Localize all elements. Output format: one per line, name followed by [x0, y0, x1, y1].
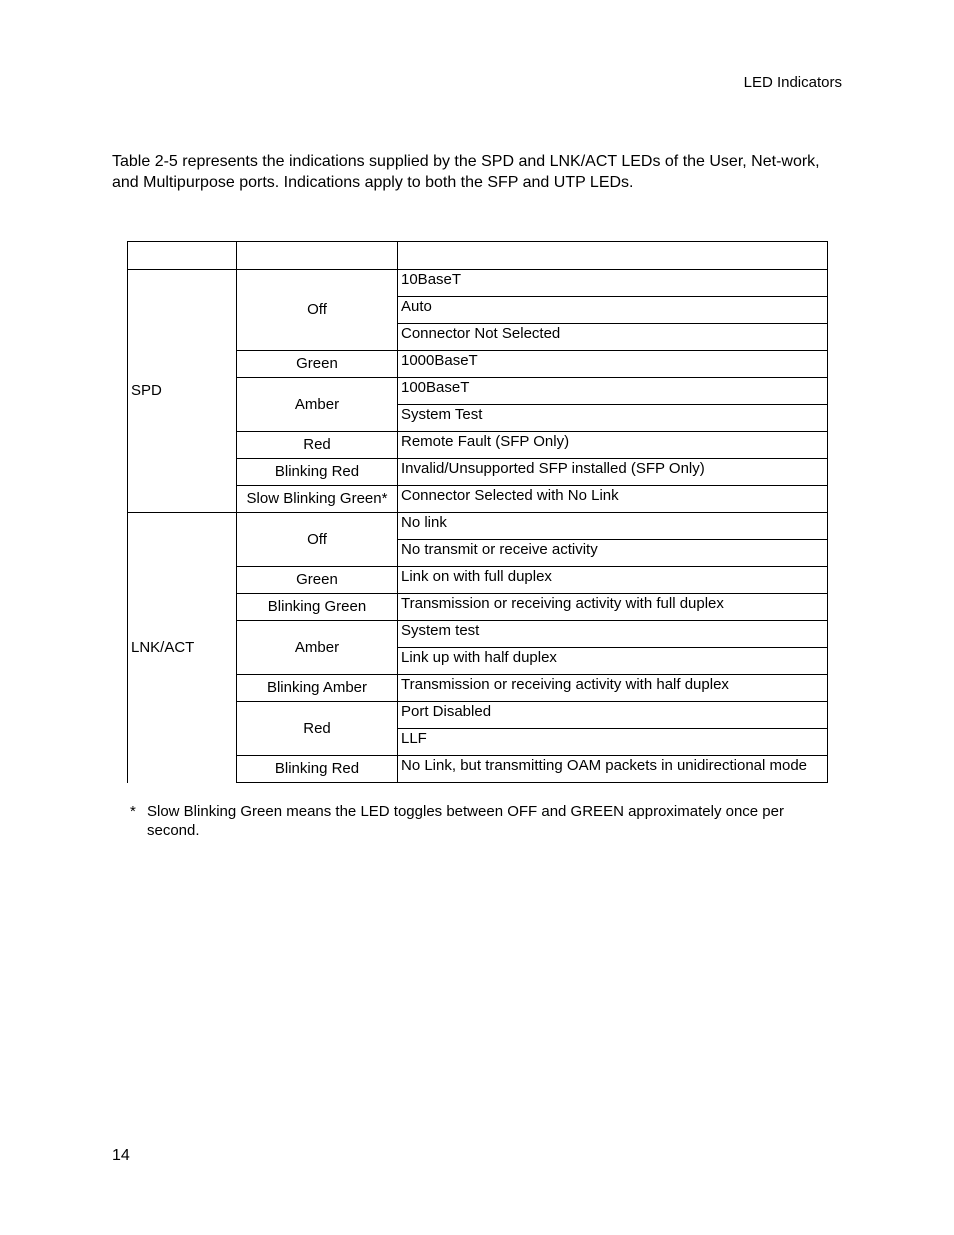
indication-cell: No Link, but transmitting OAM packets in unidirectional mode — [398, 756, 828, 783]
indication-cell: Link up with half duplex — [398, 648, 828, 675]
intro-paragraph: Table 2-5 represents the indications supplied by the SPD and LNK/ACT LEDs of the User, Net-work, and Multipurpose ports. Indications apply to both the SFP and UTP LEDs. — [112, 153, 820, 191]
indication-cell: LLF — [398, 729, 828, 756]
indication-cell: Port Disabled — [398, 702, 828, 729]
indication-cell: 100BaseT — [398, 378, 828, 405]
led-indications-table — [127, 241, 828, 783]
page-number: 14 — [112, 1147, 130, 1164]
led-state-cell: Blinking Green — [237, 594, 398, 621]
led-state-cell: Green — [237, 351, 398, 378]
led-state-cell: Red — [237, 702, 398, 756]
led-state-cell: Blinking Amber — [237, 675, 398, 702]
footnote-text: Slow Blinking Green means the LED toggles between OFF and GREEN approximately once per second. — [147, 803, 784, 839]
indication-cell: Auto — [398, 297, 828, 324]
table-body — [128, 270, 828, 783]
indication-cell: System test — [398, 621, 828, 648]
indication-cell: Transmission or receiving activity with full duplex — [398, 594, 828, 621]
led-state-cell: Slow Blinking Green* — [237, 486, 398, 513]
table-row — [128, 270, 828, 297]
indication-cell: 1000BaseT — [398, 351, 828, 378]
indication-cell: Invalid/Unsupported SFP installed (SFP Only) — [398, 459, 828, 486]
header-indication — [398, 242, 828, 270]
indication-cell: No link — [398, 513, 828, 540]
footnote-mark: * — [130, 803, 136, 820]
running-header: LED Indicators — [743, 74, 842, 91]
indication-cell: No transmit or receive activity — [398, 540, 828, 567]
indication-cell: Transmission or receiving activity with half duplex — [398, 675, 828, 702]
header-state — [237, 242, 398, 270]
led-state-cell: Amber — [237, 621, 398, 675]
led-state-cell: Off — [237, 513, 398, 567]
indication-cell: Remote Fault (SFP Only) — [398, 432, 828, 459]
indication-cell: System Test — [398, 405, 828, 432]
indication-cell: Connector Selected with No Link — [398, 486, 828, 513]
led-state-cell: Red — [237, 432, 398, 459]
footnote — [130, 802, 820, 840]
led-state-cell: Green — [237, 567, 398, 594]
indication-cell: 10BaseT — [398, 270, 828, 297]
led-state-cell: Blinking Red — [237, 756, 398, 783]
indication-cell: Connector Not Selected — [398, 324, 828, 351]
led-state-cell: Amber — [237, 378, 398, 432]
table-header-row — [128, 242, 828, 270]
led-state-cell: Blinking Red — [237, 459, 398, 486]
led-name-cell: LNK/ACT — [128, 513, 237, 783]
table-row — [128, 513, 828, 540]
indication-cell: Link on with full duplex — [398, 567, 828, 594]
led-state-cell: Off — [237, 270, 398, 351]
led-name-cell: SPD — [128, 270, 237, 513]
header-led — [128, 242, 237, 270]
table-header — [128, 242, 828, 270]
